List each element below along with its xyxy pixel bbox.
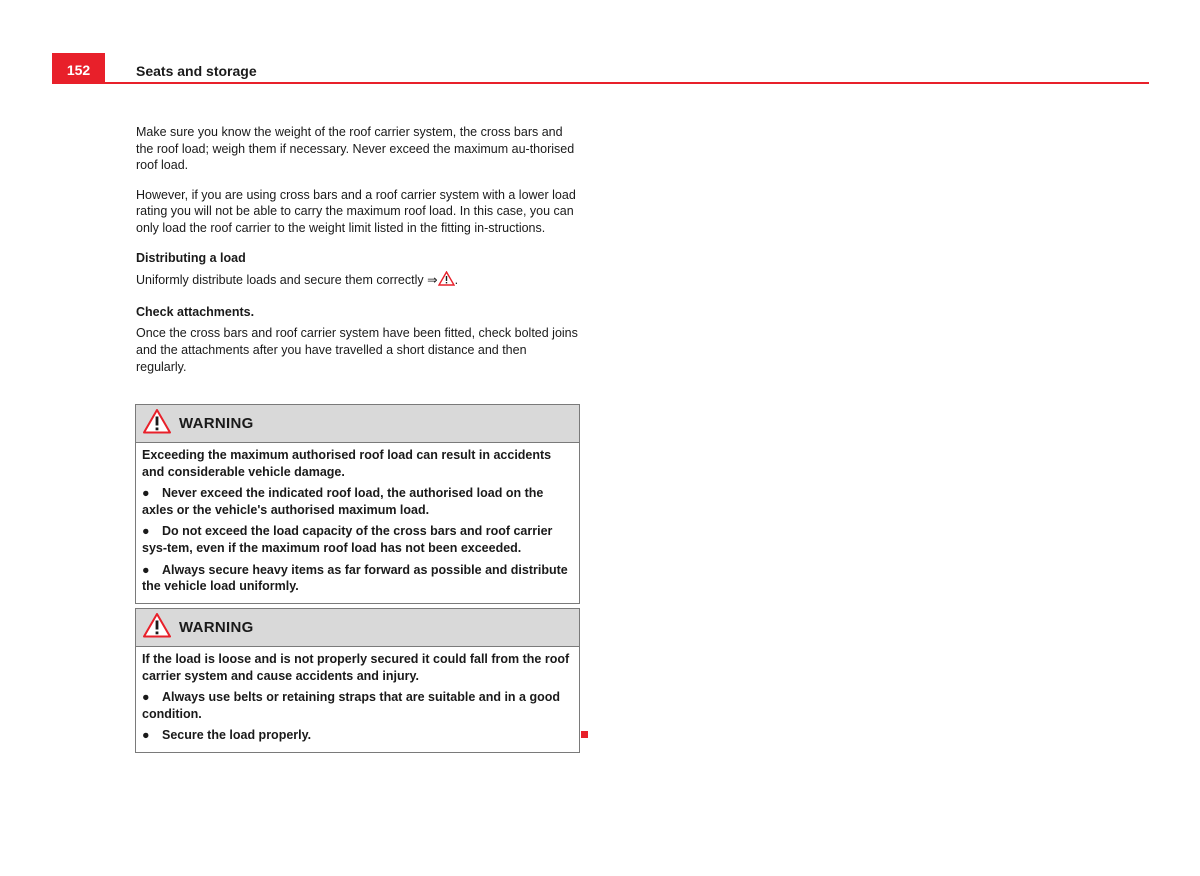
- warning-header: [136, 405, 579, 443]
- bullet-mark: ●: [142, 524, 150, 539]
- paragraph: Make sure you know the weight of the roof carrier system, the cross bars and the roof load; weigh them if necessary. Never exceed the maximum au-thorised roof load.: [136, 125, 575, 173]
- bullet-mark: ●: [142, 486, 150, 501]
- warning-bullet: ● Do not exceed the load capacity of the cross bars and roof carrier sys-tem, even if the maximum roof load has not been exceeded.: [142, 524, 553, 555]
- warning-bullet: ● Secure the load properly.: [142, 728, 312, 743]
- warning-triangle-icon: [142, 408, 172, 439]
- bullet-mark: ●: [142, 690, 150, 705]
- warning-intro: If the load is loose and is not properly secured it could fall from the roof carrier system and cause accidents and injury.: [142, 652, 570, 683]
- section-end-marker: [581, 731, 588, 738]
- warning-bullet: ● Always secure heavy items as far forward as possible and distribute the vehicle load uniformly.: [142, 562, 568, 594]
- paragraph-distributing: [136, 271, 578, 291]
- warning-triangle-icon: [142, 612, 172, 643]
- header-rule: [52, 82, 1149, 84]
- warning-label: WARNING: [179, 619, 254, 636]
- warning-header: [136, 609, 579, 647]
- page-header: [52, 53, 1149, 85]
- paragraph: However, if you are using cross bars and a roof carrier system with a lower load rating you will not be able to carry the maximum roof load. In this case, you can only load the roof carrier to the weight limit listed in the fitting in-structions.: [136, 187, 576, 235]
- warning-body: [136, 443, 579, 603]
- warning-intro: Exceeding the maximum authorised roof load can result in accidents and considerable vehicle damage.: [142, 448, 552, 479]
- subheading-check: Check attachments.: [136, 304, 255, 319]
- warning-bullet: ● Always use belts or retaining straps that are suitable and in a good condition.: [142, 690, 561, 721]
- paragraph: Once the cross bars and roof carrier system have been fitted, check bolted joins and the attachments after you have travelled a short distance and then regularly.: [136, 326, 578, 374]
- body-text: [136, 124, 578, 388]
- warning-body: [136, 647, 579, 752]
- warning-bullet: ● Never exceed the indicated roof load, the authorised load on the axles or the vehicle's authorised maximum load.: [142, 486, 544, 517]
- section-title: Seats and storage: [136, 63, 257, 79]
- warning-reference-icon[interactable]: [438, 271, 455, 291]
- warning-box: [135, 404, 580, 604]
- warning-box: [135, 608, 580, 753]
- page-number: 152: [52, 53, 105, 83]
- paragraph-end: .: [454, 273, 459, 288]
- warning-label: WARNING: [179, 415, 254, 432]
- bullet-mark: ●: [142, 562, 150, 577]
- paragraph-text: Uniformly distribute loads and secure them correctly ⇒: [136, 273, 438, 288]
- bullet-mark: ●: [142, 728, 150, 743]
- subheading-distributing: Distributing a load: [136, 250, 246, 265]
